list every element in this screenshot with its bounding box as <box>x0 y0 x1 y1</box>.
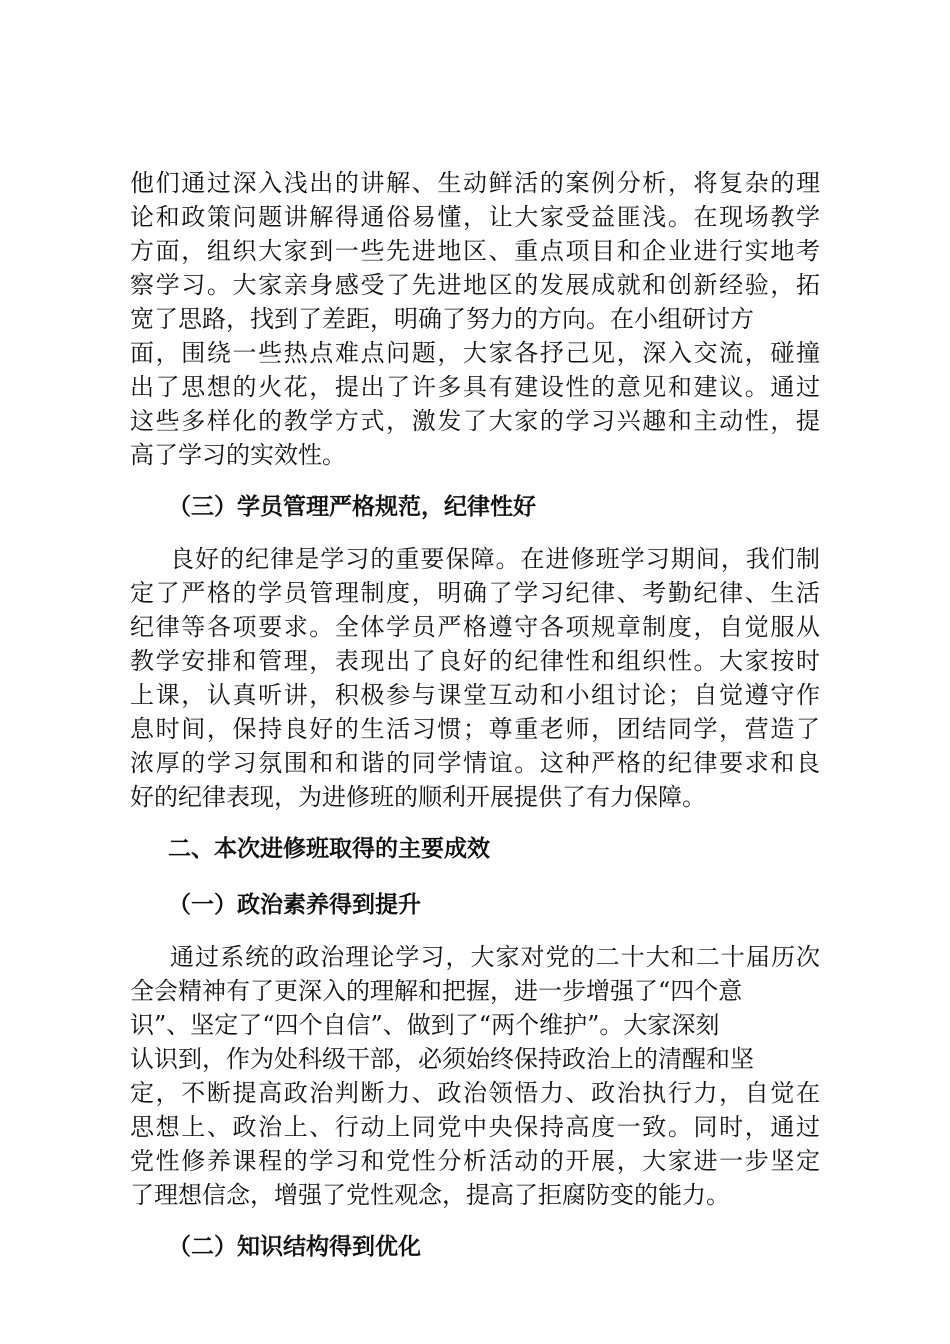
subsection-heading-discipline: （三）学员管理严格规范，纪律性好 <box>168 494 536 520</box>
text-line: 认识到，作为处科级干部，必须始终保持政治上的清醒和坚 <box>130 1045 754 1073</box>
text-line: 上课，认真听讲，积极参与课堂互动和小组讨论；自觉遵守作 <box>130 681 820 709</box>
subsection-heading-political: （一）政治素养得到提升 <box>168 892 421 918</box>
text-line: 察学习。大家亲身感受了先进地区的发展成就和创新经验，拓 <box>130 271 820 299</box>
text-line: 宽了思路，找到了差距，明确了努力的方向。在小组研讨方 <box>130 305 754 333</box>
text-line: 出了思想的火花，提出了许多具有建设性的意见和建议。通过 <box>130 373 820 401</box>
text-line: 教学安排和管理，表现出了良好的纪律性和组织性。大家按时 <box>130 647 820 675</box>
text-line: 党性修养课程的学习和党性分析活动的开展，大家进一步坚定 <box>130 1147 820 1175</box>
text-line: 面，围绕一些热点难点问题，大家各抒己见，深入交流，碰撞 <box>130 339 820 367</box>
text-line: 通过系统的政治理论学习，大家对党的二十大和二十届历次 <box>170 943 820 971</box>
text-line: 识”、坚定了“四个自信”、做到了“两个维护”。大家深刻 <box>130 1011 720 1039</box>
text-line: 这些多样化的教学方式，激发了大家的学习兴趣和主动性，提 <box>130 407 820 435</box>
text-line: 全会精神有了更深入的理解和把握，进一步增强了“四个意 <box>130 977 743 1005</box>
text-line: 纪律等各项要求。全体学员严格遵守各项规章制度，自觉服从 <box>130 613 820 641</box>
text-line: 好的纪律表现，为进修班的顺利开展提供了有力保障。 <box>130 783 706 811</box>
text-line: 论和政策问题讲解得通俗易懂，让大家受益匪浅。在现场教学 <box>130 203 820 231</box>
text-line: 定了严格的学员管理制度，明确了学习纪律、考勤纪律、生活 <box>130 579 820 607</box>
text-line: 息时间，保持良好的生活习惯；尊重老师，团结同学，营造了 <box>130 715 820 743</box>
text-line: 高了学习的实效性。 <box>130 441 346 469</box>
text-line: 定，不断提高政治判断力、政治领悟力、政治执行力，自觉在 <box>130 1079 820 1107</box>
text-line: 思想上、政治上、行动上同党中央保持高度一致。同时，通过 <box>130 1113 820 1141</box>
subsection-heading-knowledge: （二）知识结构得到优化 <box>168 1234 421 1260</box>
text-line: 他们通过深入浅出的讲解、生动鲜活的案例分析，将复杂的理 <box>130 169 820 197</box>
text-line: 方面，组织大家到一些先进地区、重点项目和企业进行实地考 <box>130 237 820 265</box>
text-line: 了理想信念，增强了党性观念，提高了拒腐防变的能力。 <box>130 1181 730 1209</box>
text-line: 浓厚的学习氛围和和谐的同学情谊。这种严格的纪律要求和良 <box>130 749 820 777</box>
text-line: 良好的纪律是学习的重要保障。在进修班学习期间，我们制 <box>170 545 820 573</box>
section-title-achievements: 二、本次进修班取得的主要成效 <box>168 836 490 862</box>
